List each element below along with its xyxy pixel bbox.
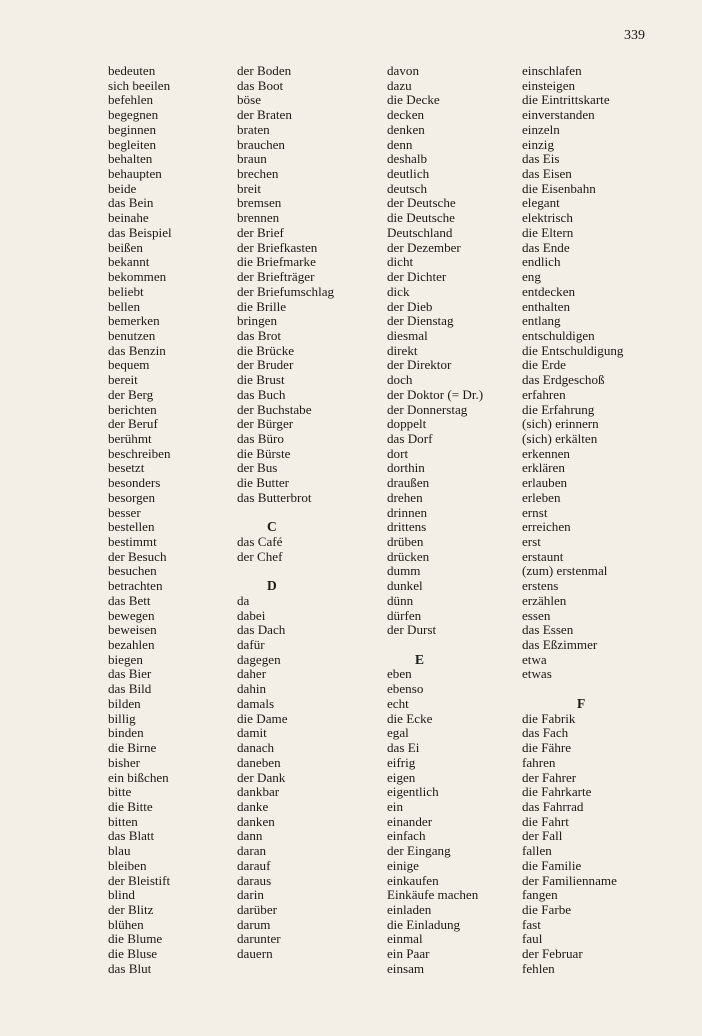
word-entry: das Blatt [108, 828, 155, 844]
word-entry: einander [387, 813, 433, 829]
word-entry: der Dank [237, 769, 286, 785]
word-entry: brennen [237, 210, 280, 226]
word-entry: beliebt [108, 283, 144, 299]
word-entry: beide [108, 180, 137, 196]
word-entry: eigentlich [387, 784, 439, 800]
word-entry: bisher [108, 754, 140, 770]
word-entry: die Bluse [108, 946, 158, 962]
word-entry: einladen [387, 901, 432, 917]
word-entry: deutlich [387, 166, 430, 182]
word-entry: einige [387, 857, 419, 873]
word-entry: erklären [522, 460, 565, 476]
word-entry: bringen [237, 313, 277, 329]
word-entry: danke [237, 798, 269, 814]
word-entry: beißen [108, 239, 143, 255]
word-entry: das Blut [108, 960, 152, 976]
word-entry: bellen [108, 298, 140, 314]
word-entry: endlich [522, 254, 561, 270]
word-entry: bemerken [108, 313, 160, 329]
word-entry: eifrig [387, 754, 416, 770]
word-entry: drücken [387, 548, 430, 564]
word-entry: die Brücke [237, 342, 295, 358]
word-entry: ebenso [387, 681, 424, 697]
word-entry: die Einladung [387, 916, 461, 932]
word-entry: enthalten [522, 298, 570, 314]
word-entry: böse [237, 92, 262, 108]
word-entry: das Benzin [108, 342, 166, 358]
word-entry: dorthin [387, 460, 425, 476]
word-entry: billig [108, 710, 136, 726]
word-entry: das Café [237, 534, 283, 549]
word-entry: Deutschland [387, 224, 453, 240]
word-entry: der Familienname [522, 872, 617, 888]
word-entry: dünn [387, 592, 414, 608]
word-entry: eigen [387, 769, 416, 785]
word-entry: biegen [108, 651, 143, 667]
word-entry: bedeuten [108, 63, 156, 78]
word-entry: darum [237, 916, 271, 932]
word-entry: davon [387, 63, 419, 78]
word-entry: der Februar [522, 946, 583, 962]
word-entry: das Eßzimmer [522, 637, 598, 653]
word-entry: die Dame [237, 710, 288, 726]
word-entry: ernst [522, 504, 548, 520]
word-entry: drittens [387, 519, 427, 535]
page-number: 339 [624, 28, 645, 43]
word-entry: begegnen [108, 107, 159, 123]
word-entry: der Dichter [387, 269, 447, 285]
word-entry: fast [522, 916, 541, 932]
word-entry: sich beeilen [108, 77, 171, 93]
word-entry: die Eltern [522, 224, 574, 240]
section-letter-heading: C [267, 519, 277, 535]
section-spacer [522, 682, 623, 697]
word-entry: danach [237, 740, 275, 756]
word-entry: das Bild [108, 681, 152, 697]
word-entry: der Bus [237, 460, 278, 476]
word-entry: der Doktor (= Dr.) [387, 386, 484, 402]
word-entry: der Donnerstag [387, 401, 468, 417]
word-entry: die Familie [522, 857, 582, 873]
word-entry: das Ei [387, 740, 420, 756]
word-entry: bekommen [108, 269, 167, 285]
word-entry: daher [237, 666, 267, 682]
section-letter-heading: D [267, 578, 277, 594]
word-entry: fehlen [522, 960, 555, 976]
word-entry: einkaufen [387, 872, 439, 888]
word-entry: erstens [522, 578, 559, 594]
word-entry: darüber [237, 901, 277, 917]
word-entry: bereit [108, 372, 138, 388]
word-entry: dauern [237, 946, 273, 962]
word-entry: entdecken [522, 283, 576, 299]
word-entry: dahin [237, 681, 267, 697]
word-entry: die Bitte [108, 798, 153, 814]
word-entry: braten [237, 121, 270, 137]
word-entry: der Dienstag [387, 313, 454, 329]
word-entry: brechen [237, 166, 279, 182]
word-entry: da [237, 592, 250, 608]
word-entry: echt [387, 695, 409, 711]
word-entry: der Bleistift [108, 872, 171, 888]
word-entry: das Fach [522, 725, 569, 741]
word-entry: der Blitz [108, 901, 154, 917]
word-entry: erkennen [522, 445, 570, 461]
word-entry: besonders [108, 475, 161, 491]
word-entry: befehlen [108, 92, 154, 108]
word-entry: der Durst [387, 622, 437, 638]
word-entry: eng [522, 269, 541, 285]
word-entry: erleben [522, 489, 561, 505]
word-entry: einfach [387, 828, 426, 844]
word-entry: die Decke [387, 92, 440, 108]
word-entry: daraus [237, 872, 272, 888]
word-entry: der Chef [237, 548, 283, 564]
word-entry: (sich) erinnern [522, 416, 599, 432]
word-entry: bekannt [108, 254, 150, 270]
word-entry: bewegen [108, 607, 155, 623]
word-entry: bestimmt [108, 534, 157, 549]
word-entry: das Essen [522, 622, 574, 638]
section-letter-heading: F [577, 695, 586, 711]
word-entry: faul [522, 931, 543, 947]
word-entry: fallen [522, 843, 552, 859]
word-entry: erfahren [522, 386, 566, 402]
word-entry: etwas [522, 666, 552, 682]
word-entry: drüben [387, 534, 424, 549]
word-entry: beschreiben [108, 445, 171, 461]
word-entry: etwa [522, 651, 547, 667]
word-entry: die Farbe [522, 901, 572, 917]
word-entry: das Dach [237, 622, 286, 638]
word-entry: die Erde [522, 357, 566, 373]
word-entry: egal [387, 725, 409, 741]
word-entry: der Boden [237, 63, 292, 78]
word-entry: der Eingang [387, 843, 451, 859]
word-entry: betrachten [108, 578, 163, 594]
word-entry: braun [237, 151, 267, 167]
section-spacer [237, 506, 334, 521]
word-entry: dumm [387, 563, 421, 579]
word-entry: drinnen [387, 504, 427, 520]
word-entry: das Fahrrad [522, 798, 584, 814]
word-entry: besuchen [108, 563, 157, 579]
word-entry: ein [387, 798, 403, 814]
word-entry: dicht [387, 254, 414, 270]
word-entry: fahren [522, 754, 556, 770]
word-entry: blau [108, 843, 131, 859]
word-entry: die Eisenbahn [522, 180, 596, 196]
word-column-2 [237, 64, 334, 962]
word-entry: dürfen [387, 607, 422, 623]
word-entry: dann [237, 828, 263, 844]
word-entry: der Bruder [237, 357, 294, 373]
word-entry: begleiten [108, 136, 156, 152]
word-entry: die Entschuldigung [522, 342, 624, 358]
word-entry: dazu [387, 77, 412, 93]
word-entry: einverstanden [522, 107, 595, 123]
word-entry: die Fabrik [522, 710, 576, 726]
word-entry: dankbar [237, 784, 280, 800]
word-entry: die Brille [237, 298, 287, 314]
word-entry: die Erfahrung [522, 401, 595, 417]
word-entry: dort [387, 445, 409, 461]
word-entry: darunter [237, 931, 281, 947]
word-entry: benutzen [108, 327, 156, 343]
word-entry: das Eis [522, 151, 560, 167]
word-entry: damit [237, 725, 267, 741]
word-entry: die Brust [237, 372, 285, 388]
word-entry: blind [108, 887, 135, 903]
word-entry: die Briefmarke [237, 254, 316, 270]
word-entry: entlang [522, 313, 561, 329]
word-entry: der Brief [237, 224, 284, 240]
word-entry: erzählen [522, 592, 567, 608]
word-entry: elegant [522, 195, 560, 211]
word-entry: die Butter [237, 475, 289, 491]
word-entry: die Deutsche [387, 210, 455, 226]
word-entry: der Buchstabe [237, 401, 312, 417]
word-entry: behaupten [108, 166, 162, 182]
section-spacer [237, 564, 334, 579]
word-entry: die Fahrt [522, 813, 569, 829]
word-entry: einzeln [522, 121, 560, 137]
word-entry: das Erdgeschoß [522, 372, 605, 388]
word-entry: der Dezember [387, 239, 461, 255]
word-entry: denken [387, 121, 425, 137]
word-entry: erreichen [522, 519, 571, 535]
word-entry: darauf [237, 857, 271, 873]
word-entry: einsam [387, 960, 425, 976]
word-entry: berühmt [108, 430, 152, 446]
word-entry: die Eintrittskarte [522, 92, 610, 108]
word-entry: binden [108, 725, 144, 741]
word-entry: deutsch [387, 180, 427, 196]
word-entry: direkt [387, 342, 418, 358]
word-entry: einsteigen [522, 77, 576, 93]
word-entry: doppelt [387, 416, 427, 432]
section-spacer [387, 638, 483, 653]
word-entry: das Büro [237, 430, 284, 446]
word-entry: beweisen [108, 622, 157, 638]
word-entry: bilden [108, 695, 141, 711]
word-entry: draußen [387, 475, 430, 491]
word-entry: (zum) erstenmal [522, 563, 608, 579]
word-entry: der Braten [237, 107, 292, 123]
word-entry: der Briefkasten [237, 239, 318, 255]
word-entry: beinahe [108, 210, 149, 226]
word-entry: ein bißchen [108, 769, 169, 785]
word-entry: dunkel [387, 578, 423, 594]
word-entry: das Brot [237, 327, 282, 343]
word-entry: entschuldigen [522, 327, 595, 343]
word-entry: die Blume [108, 931, 163, 947]
word-entry: erst [522, 534, 541, 549]
word-entry: bestellen [108, 519, 155, 535]
word-column-1 [108, 64, 172, 977]
word-entry: das Beispiel [108, 224, 172, 240]
word-entry: Einkäufe machen [387, 887, 479, 903]
word-entry: das Buch [237, 386, 286, 402]
word-entry: die Ecke [387, 710, 433, 726]
word-entry: die Fähre [522, 740, 572, 756]
word-column-4 [522, 64, 623, 977]
word-entry: daneben [237, 754, 281, 770]
word-entry: der Besuch [108, 548, 167, 564]
word-entry: der Berg [108, 386, 154, 402]
word-entry: darin [237, 887, 264, 903]
word-entry: das Bein [108, 195, 154, 211]
word-entry: der Deutsche [387, 195, 456, 211]
word-entry: bremsen [237, 195, 282, 211]
word-entry: einmal [387, 931, 423, 947]
word-entry: damals [237, 695, 275, 711]
word-entry: besetzt [108, 460, 145, 476]
word-entry: bezahlen [108, 637, 155, 653]
word-entry: der Dieb [387, 298, 433, 314]
word-entry: der Beruf [108, 416, 158, 432]
word-entry: der Bürger [237, 416, 294, 432]
word-entry: ein Paar [387, 946, 430, 962]
word-entry: breit [237, 180, 261, 196]
word-entry: dick [387, 283, 410, 299]
word-entry: dagegen [237, 651, 281, 667]
word-entry: erstaunt [522, 548, 564, 564]
word-entry: einschlafen [522, 63, 582, 78]
word-entry: dabei [237, 607, 266, 623]
word-entry: die Fahrkarte [522, 784, 592, 800]
word-entry: der Fall [522, 828, 563, 844]
word-entry: der Briefträger [237, 269, 315, 285]
word-entry: besser [108, 504, 141, 520]
word-entry: die Bürste [237, 445, 291, 461]
word-entry: blühen [108, 916, 144, 932]
word-column-3 [387, 64, 483, 977]
word-entry: fangen [522, 887, 558, 903]
word-entry: deshalb [387, 151, 427, 167]
word-entry: bitte [108, 784, 132, 800]
word-entry: essen [522, 607, 551, 623]
word-entry: danken [237, 813, 275, 829]
word-entry: eben [387, 666, 412, 682]
word-entry: (sich) erkälten [522, 430, 598, 446]
word-entry: das Dorf [387, 430, 433, 446]
word-entry: bitten [108, 813, 138, 829]
word-entry: berichten [108, 401, 157, 417]
word-entry: daran [237, 843, 267, 859]
word-entry: dafür [237, 637, 265, 653]
word-entry: das Bier [108, 666, 152, 682]
word-entry: drehen [387, 489, 423, 505]
word-entry: elektrisch [522, 210, 573, 226]
word-entry: beginnen [108, 121, 156, 137]
word-entry: das Butterbrot [237, 489, 312, 505]
word-entry: der Briefumschlag [237, 283, 335, 299]
word-entry: decken [387, 107, 425, 123]
word-entry: erlauben [522, 475, 568, 491]
word-entry: der Fahrer [522, 769, 577, 785]
word-entry: denn [387, 136, 413, 152]
word-entry: der Direktor [387, 357, 452, 373]
word-entry: das Bett [108, 592, 151, 608]
word-entry: diesmal [387, 327, 428, 343]
word-entry: das Eisen [522, 166, 572, 182]
word-entry: besorgen [108, 489, 156, 505]
word-entry: behalten [108, 151, 153, 167]
word-entry: bequem [108, 357, 150, 373]
word-entry: das Boot [237, 77, 284, 93]
word-entry: brauchen [237, 136, 285, 152]
word-entry: einzig [522, 136, 554, 152]
section-letter-heading: E [415, 651, 425, 667]
word-entry: doch [387, 372, 413, 388]
word-entry: das Ende [522, 239, 570, 255]
word-entry: bleiben [108, 857, 147, 873]
word-entry: die Birne [108, 740, 157, 756]
